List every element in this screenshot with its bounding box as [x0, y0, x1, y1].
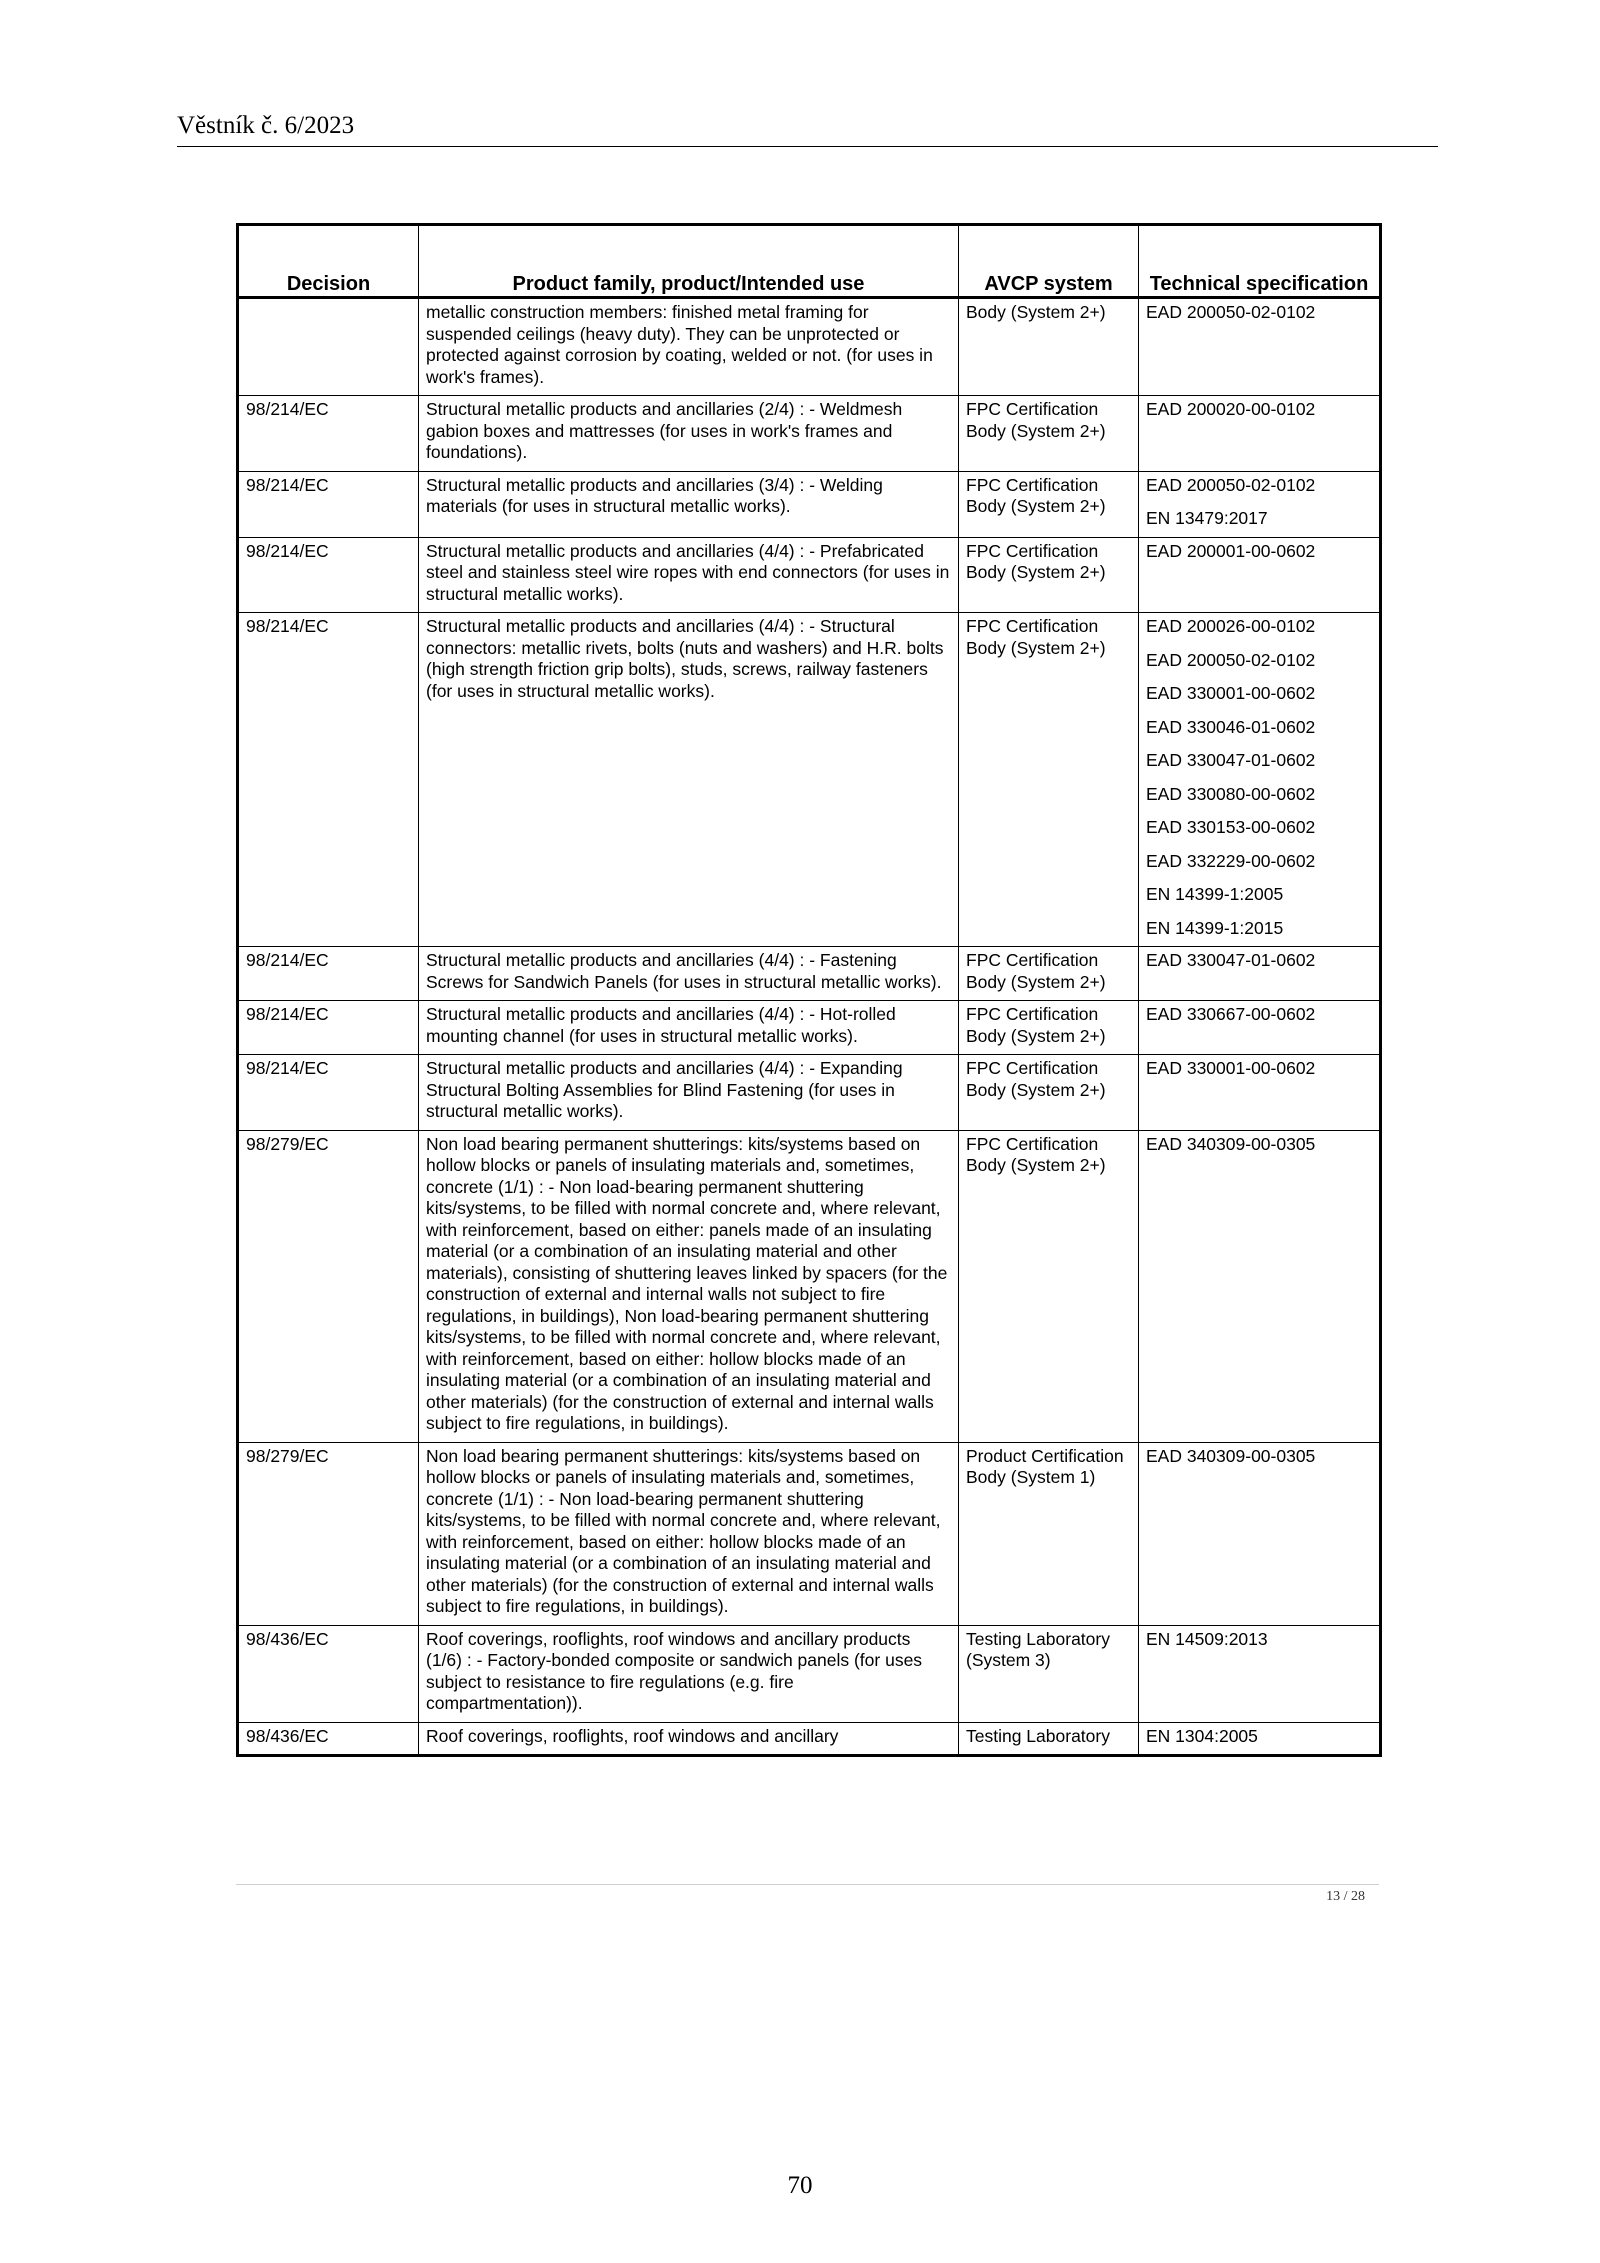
specification-item: EAD 330153-00-0602 [1146, 817, 1316, 837]
page-number: 70 [787, 2172, 813, 2199]
specification-item: EAD 330047-01-0602 [1146, 750, 1316, 770]
specification-item: EN 14399-1:2005 [1146, 884, 1284, 904]
specification-cell [1139, 471, 1381, 537]
decision-cell: 98/214/EC [238, 1055, 419, 1131]
specification-item: EAD 330001-00-0602 [1146, 683, 1316, 703]
table-row [238, 1625, 1381, 1722]
specification-cell [1139, 396, 1381, 472]
table-row [238, 1001, 1381, 1055]
table-row [238, 1722, 1381, 1756]
avcp-cell: FPC Certification Body (System 2+) [959, 1055, 1139, 1131]
specification-item: EAD 200020-00-0102 [1146, 399, 1316, 419]
product-cell: Structural metallic products and ancillaries (3/4) : - Welding materials (for uses in structural metallic works). [419, 471, 959, 537]
product-cell: Non load bearing permanent shutterings: kits/systems based on hollow blocks or panels of insulating materials and, sometimes, concrete (1/1) : - Non load-bearing permanent shuttering kits/systems, to be filled with normal concrete and, where relevant, with reinforcement, based on either: panels made of an insulating material (or a combination of an insulating material and other materials), consisting of shuttering leaves linked by spacers (for the construction of external and internal walls not subject to fire regulations, in buildings), Non load-bearing permanent shuttering kits/systems, to be filled with normal concrete and, where relevant, with reinforcement, based on either: hollow blocks made of an insulating material (or a combination of an insulating material and other materials) (for the construction of external and internal walls subject to fire regulations, in buildings). [419, 1130, 959, 1442]
decision-cell: 98/214/EC [238, 537, 419, 613]
specification-item: EAD 330080-00-0602 [1146, 783, 1316, 804]
table-row [238, 1130, 1381, 1442]
specification-item: EN 1304:2005 [1146, 1725, 1258, 1746]
decision-cell: 98/214/EC [238, 613, 419, 947]
specification-cell [1139, 613, 1381, 947]
specification-item: EAD 330047-01-0602 [1146, 950, 1316, 970]
decision-cell: 98/214/EC [238, 1001, 419, 1055]
page-indicator: 13 / 28 [1326, 1889, 1365, 1904]
table-row [238, 298, 1381, 396]
footer-divider [236, 1884, 1379, 1885]
specification-cell [1139, 1055, 1381, 1131]
header-divider [177, 146, 1438, 147]
product-cell: Non load bearing permanent shutterings: kits/systems based on hollow blocks or panels of insulating materials and, sometimes, concrete (1/1) : - Non load-bearing permanent shuttering kits/systems, to be filled with normal concrete and, where relevant, with reinforcement, based on either: hollow blocks made of an insulating material (or a combination of an insulating material and other materials) (for the construction of external and internal walls subject to fire regulations, in buildings). [419, 1442, 959, 1625]
table-row [238, 396, 1381, 472]
specification-item: EAD 200050-02-0102 [1146, 649, 1316, 670]
column-header-specification: Technical specification [1139, 225, 1381, 298]
specification-item: EAD 340309-00-0305 [1146, 1445, 1316, 1466]
table-header-row [238, 225, 1381, 298]
column-header-product: Product family, product/Intended use [419, 225, 959, 298]
avcp-cell: FPC Certification Body (System 2+) [959, 613, 1139, 947]
specification-item: EN 14509:2013 [1146, 1628, 1268, 1649]
product-cell: Structural metallic products and ancillaries (2/4) : - Weldmesh gabion boxes and mattresses (for uses in work's frames and foundations). [419, 396, 959, 472]
bulletin-title: Věstník č. 6/2023 [177, 112, 355, 139]
specification-item: EAD 200001-00-0602 [1146, 540, 1316, 561]
avcp-cell: FPC Certification Body (System 2+) [959, 1001, 1139, 1055]
product-cell: Structural metallic products and ancillaries (4/4) : - Structural connectors: metallic rivets, bolts (nuts and washers) and H.R. bolts (high strength friction grip bolts), studs, screws, railway fasteners (for uses in structural metallic works). [419, 613, 959, 947]
product-cell: Structural metallic products and ancillaries (4/4) : - Fastening Screws for Sandwich Panels (for uses in structural metallic works). [419, 947, 959, 1001]
specification-item: EN 14399-1:2015 [1146, 917, 1284, 938]
specification-item: EAD 330667-00-0602 [1146, 1004, 1316, 1024]
product-cell: Structural metallic products and ancillaries (4/4) : - Expanding Structural Bolting Assemblies for Blind Fastening (for uses in structural metallic works). [419, 1055, 959, 1131]
decision-cell: 98/436/EC [238, 1722, 419, 1756]
avcp-cell: FPC Certification Body (System 2+) [959, 1130, 1139, 1442]
product-cell: metallic construction members: finished metal framing for suspended ceilings (heavy duty). They can be unprotected or protected against corrosion by coating, welded or not. (for uses in work's frames). [419, 298, 959, 396]
table-body [238, 298, 1381, 1756]
decision-cell: 98/214/EC [238, 471, 419, 537]
specification-item: EAD 330001-00-0602 [1146, 1058, 1316, 1078]
specification-cell [1139, 298, 1381, 396]
avcp-cell: FPC Certification Body (System 2+) [959, 396, 1139, 472]
product-cell: Roof coverings, rooflights, roof windows and ancillary [419, 1722, 959, 1756]
specification-item: EAD 340309-00-0305 [1146, 1133, 1316, 1154]
avcp-cell: Testing Laboratory [959, 1722, 1139, 1756]
product-cell: Structural metallic products and ancillaries (4/4) : - Prefabricated steel and stainless steel wire ropes with end connectors (for uses in structural metallic works). [419, 537, 959, 613]
avcp-cell: Testing Laboratory (System 3) [959, 1625, 1139, 1722]
avcp-cell: Product Certification Body (System 1) [959, 1442, 1139, 1625]
specification-item: EAD 330046-01-0602 [1146, 716, 1316, 737]
decision-cell: 98/436/EC [238, 1625, 419, 1722]
decision-cell: 98/214/EC [238, 396, 419, 472]
specification-cell [1139, 1625, 1381, 1722]
avcp-cell: FPC Certification Body (System 2+) [959, 537, 1139, 613]
avcp-cell: Body (System 2+) [959, 298, 1139, 396]
column-header-avcp: AVCP system [959, 225, 1139, 298]
table-row [238, 537, 1381, 613]
specification-cell [1139, 947, 1381, 1001]
table-row [238, 613, 1381, 947]
specification-cell [1139, 1442, 1381, 1625]
specification-cell [1139, 1722, 1381, 1756]
decision-cell: 98/279/EC [238, 1130, 419, 1442]
specification-item: EAD 200050-02-0102 [1146, 474, 1316, 495]
table-row [238, 1442, 1381, 1625]
table-row [238, 947, 1381, 1001]
specification-item: EAD 332229-00-0602 [1146, 850, 1316, 871]
avcp-cell: FPC Certification Body (System 2+) [959, 947, 1139, 1001]
specification-item: EAD 200050-02-0102 [1146, 302, 1316, 322]
product-cell: Roof coverings, rooflights, roof windows and ancillary products (1/6) : - Factory-bonded composite or sandwich panels (for uses subject to resistance to fire regulations (e.g. fire compartmentation)). [419, 1625, 959, 1722]
decision-cell: 98/279/EC [238, 1442, 419, 1625]
specification-cell [1139, 537, 1381, 613]
avcp-cell: FPC Certification Body (System 2+) [959, 471, 1139, 537]
table-row [238, 471, 1381, 537]
specification-table [236, 223, 1382, 1757]
decision-cell: 98/214/EC [238, 947, 419, 1001]
table-row [238, 1055, 1381, 1131]
specification-cell [1139, 1130, 1381, 1442]
decision-cell [238, 298, 419, 396]
specification-item: EN 13479:2017 [1146, 508, 1268, 528]
product-cell: Structural metallic products and ancillaries (4/4) : - Hot-rolled mounting channel (for uses in structural metallic works). [419, 1001, 959, 1055]
specification-cell [1139, 1001, 1381, 1055]
specification-item: EAD 200026-00-0102 [1146, 616, 1316, 636]
column-header-decision: Decision [238, 225, 419, 298]
